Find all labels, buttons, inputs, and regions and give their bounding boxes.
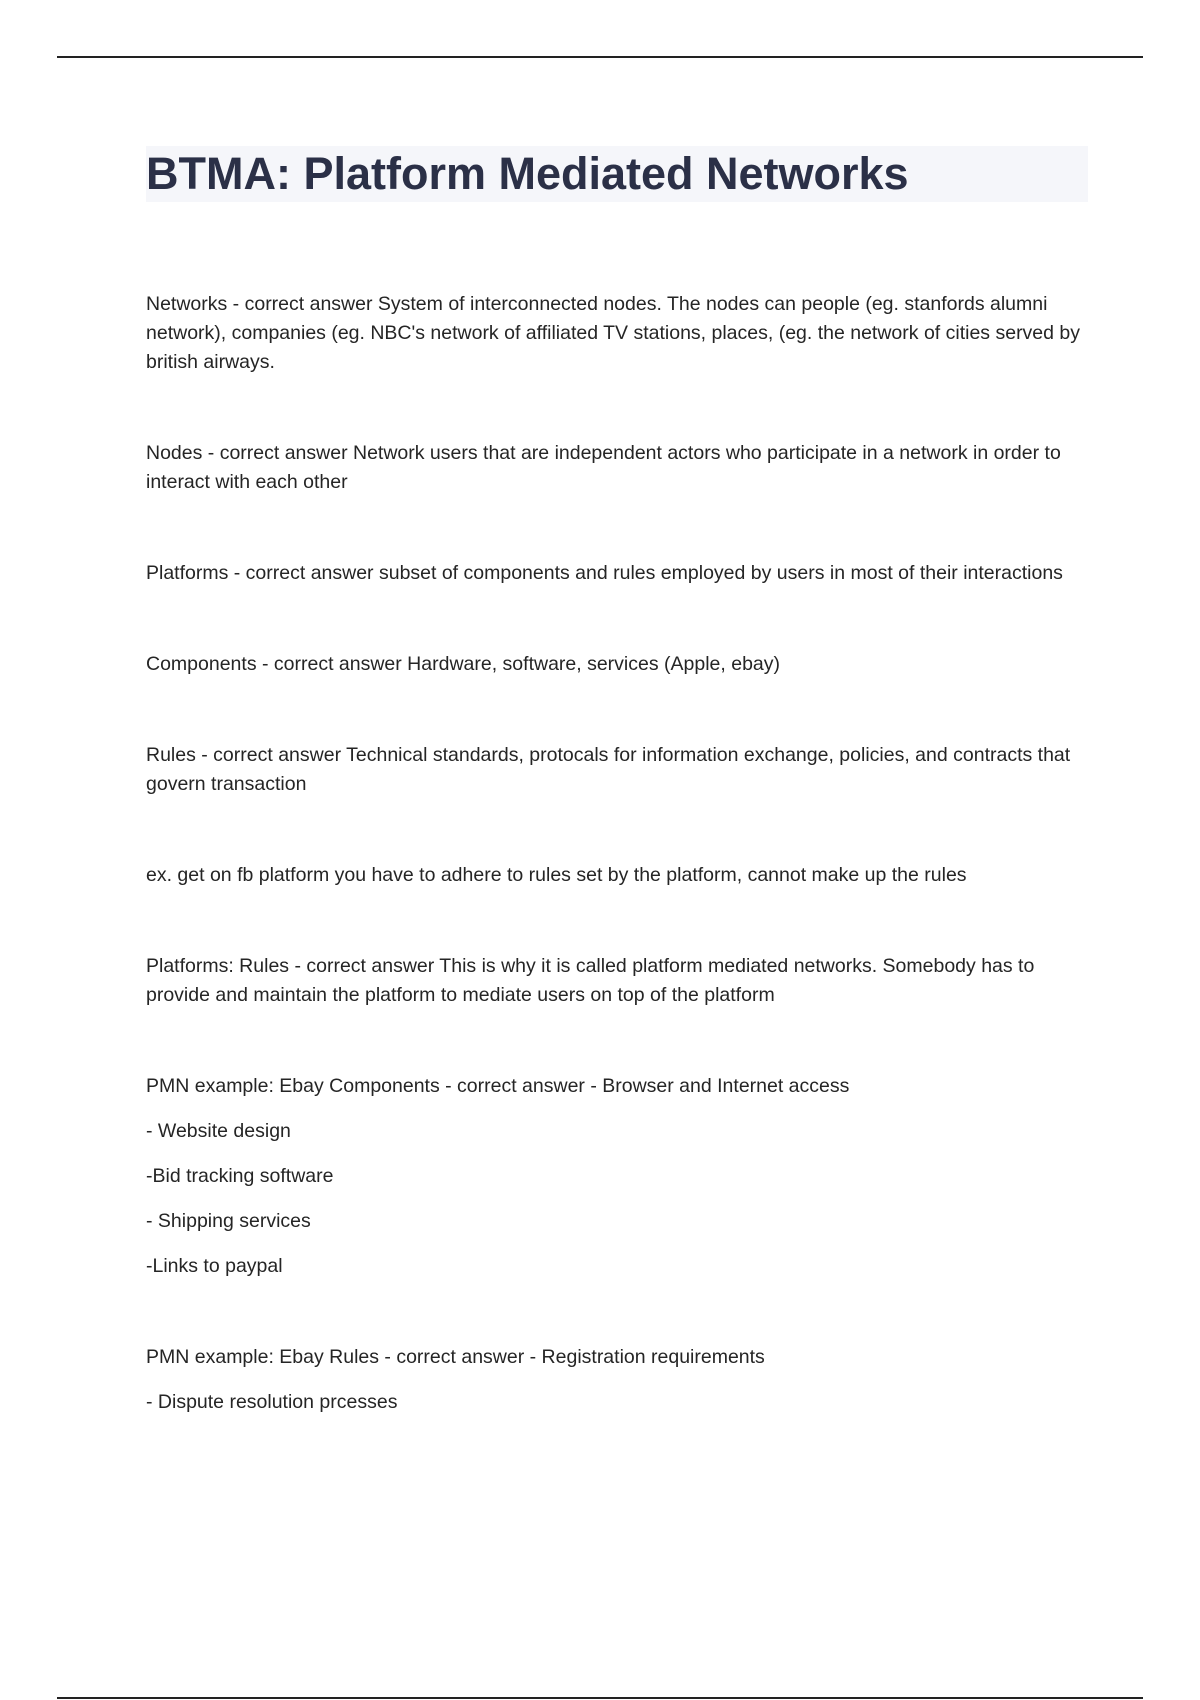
entry-nodes: Nodes - correct answer Network users that are independent actors who participate in a network in order to interact with each other — [146, 442, 1061, 493]
top-rule — [57, 56, 1143, 58]
bottom-rule — [57, 1697, 1143, 1699]
entry-ebay-components: PMN example: Ebay Components - correct answer - Browser and Internet access — [146, 1075, 850, 1097]
page-title: BTMA: Platform Mediated Networks — [146, 148, 909, 199]
entry-platforms: Platforms - correct answer subset of components and rules employed by users in most of their interactions — [146, 562, 1063, 584]
entry-platforms-rules: Platforms: Rules - correct answer This is why it is called platform mediated networks. Somebody has to provide and maintain the platform to mediate users on top of the platform — [146, 955, 1035, 1006]
list-item: -Links to paypal — [146, 1255, 283, 1277]
entry-networks: Networks - correct answer System of interconnected nodes. The nodes can people (eg. stanfords alumni network), companies (eg. NBC's network of affiliated TV stations, places, (eg. the network of cities served by british airways. — [146, 293, 1081, 373]
entry-components: Components - correct answer Hardware, software, services (Apple, ebay) — [146, 653, 780, 675]
document-body — [146, 290, 1096, 1417]
list-item: - Shipping services — [146, 1210, 311, 1232]
list-item: - Website design — [146, 1120, 291, 1142]
entry-example-fb: ex. get on fb platform you have to adhere to rules set by the platform, cannot make up the rules — [146, 864, 967, 886]
entry-ebay-rules: PMN example: Ebay Rules - correct answer - Registration requirements — [146, 1346, 765, 1368]
entry-rules: Rules - correct answer Technical standards, protocals for information exchange, policies, and contracts that govern transaction — [146, 744, 1071, 795]
list-item: - Dispute resolution prcesses — [146, 1391, 398, 1413]
list-item: -Bid tracking software — [146, 1165, 334, 1187]
